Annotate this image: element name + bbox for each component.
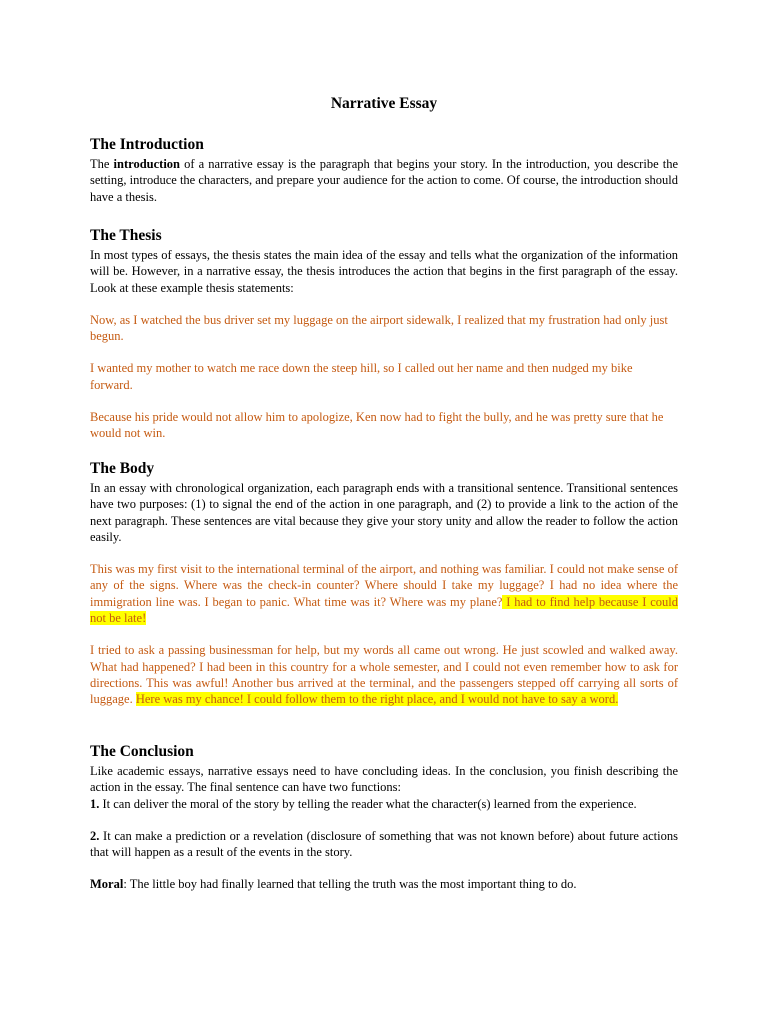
introduction-bold-word: introduction <box>113 157 180 171</box>
document-title: Narrative Essay <box>330 95 438 112</box>
thesis-paragraph: In most types of essays, the thesis states the main idea of the essay and tells what the organization of the information will be. However, in a narrative essay, the thesis introduces the action that begins in the first paragraph of the essay. Look at these example thesis statements: <box>90 248 678 295</box>
introduction-heading: The Introduction <box>90 136 204 153</box>
thesis-example-3: Because his pride would not allow him to apologize, Ken now had to fight the bully, and he was pretty sure that he would not win. <box>90 410 664 441</box>
section-body <box>90 460 678 708</box>
thesis-example-1: Now, as I watched the bus driver set my luggage on the airport sidewalk, I realized that my frustration had only just begun. <box>90 312 668 344</box>
body-example-1-text: This was my first visit to the international terminal of the airport, and nothing was familiar. I could not make sense of any of the signs. Where was the check-in counter? Where should I take my luggage? I had no idea where the immigration line was. I began to panic. What time was it? Where was my plane? <box>90 562 678 609</box>
conclusion-paragraph: Like academic essays, narrative essays need to have concluding ideas. In the conclusion, you finish describing the action in the essay. The final sentence can have two functions: <box>90 764 678 795</box>
body-paragraph: In an essay with chronological organization, each paragraph ends with a transitional sentence. Transitional sentences have two purposes: (1) to signal the end of the action in one paragraph, and (2) to provide a link to the action of the next paragraph. These sentences are vital because they give your story unity and allow the reader to follow the action easily. <box>90 481 678 544</box>
conclusion-item-2 <box>90 828 678 861</box>
moral-label: Moral <box>90 877 124 892</box>
conclusion-item-2-number: 2. <box>90 828 100 843</box>
body-example-2-highlight: Here was my chance! I could follow them to the right place, and I would not have to say a word. <box>135 692 619 707</box>
body-example-2-text: I tried to ask a passing businessman for help, but my words all came out wrong. He just scowled and walked away. What had happened? I had been in this country for a whole semester, and I could not even remember how to ask for directions. This was awful! Another bus arrived at the terminal, and the passengers stepped off carrying all sorts of luggage. <box>90 643 678 707</box>
moral-text: : The little boy had finally learned that telling the truth was the most important thing to do. <box>123 877 577 892</box>
introduction-lead: The <box>90 157 114 171</box>
introduction-rest: of a narrative essay is the paragraph that begins your story. In the introduction, you describe the setting, introduce the characters, and prepare your audience for the action to come. Of course, the introduction should have a thesis. <box>90 157 678 204</box>
conclusion-item-2-text: It can make a prediction or a revelation (disclosure of something that was not known before) about future actions that will happen as a result of the events in the story. <box>90 828 678 860</box>
conclusion-heading: The Conclusion <box>90 743 194 760</box>
body-example-1 <box>90 561 678 626</box>
body-example-1-highlight: I had to find help because I could not be late! <box>90 594 678 626</box>
body-example-2 <box>90 642 678 707</box>
introduction-paragraph <box>90 156 678 205</box>
section-thesis <box>90 227 678 442</box>
conclusion-item-1-number: 1. <box>90 796 100 811</box>
section-conclusion <box>90 743 678 893</box>
thesis-example-2: I wanted my mother to watch me race down the steep hill, so I called out her name and then nudged my bike forward. <box>90 361 633 392</box>
conclusion-item-1-text: It can deliver the moral of the story by telling the reader what the character(s) learned from the experience. <box>99 796 637 811</box>
conclusion-moral <box>90 876 678 892</box>
section-introduction <box>90 136 678 205</box>
conclusion-item-1 <box>90 796 678 812</box>
body-heading: The Body <box>90 460 155 477</box>
thesis-heading: The Thesis <box>90 227 162 244</box>
